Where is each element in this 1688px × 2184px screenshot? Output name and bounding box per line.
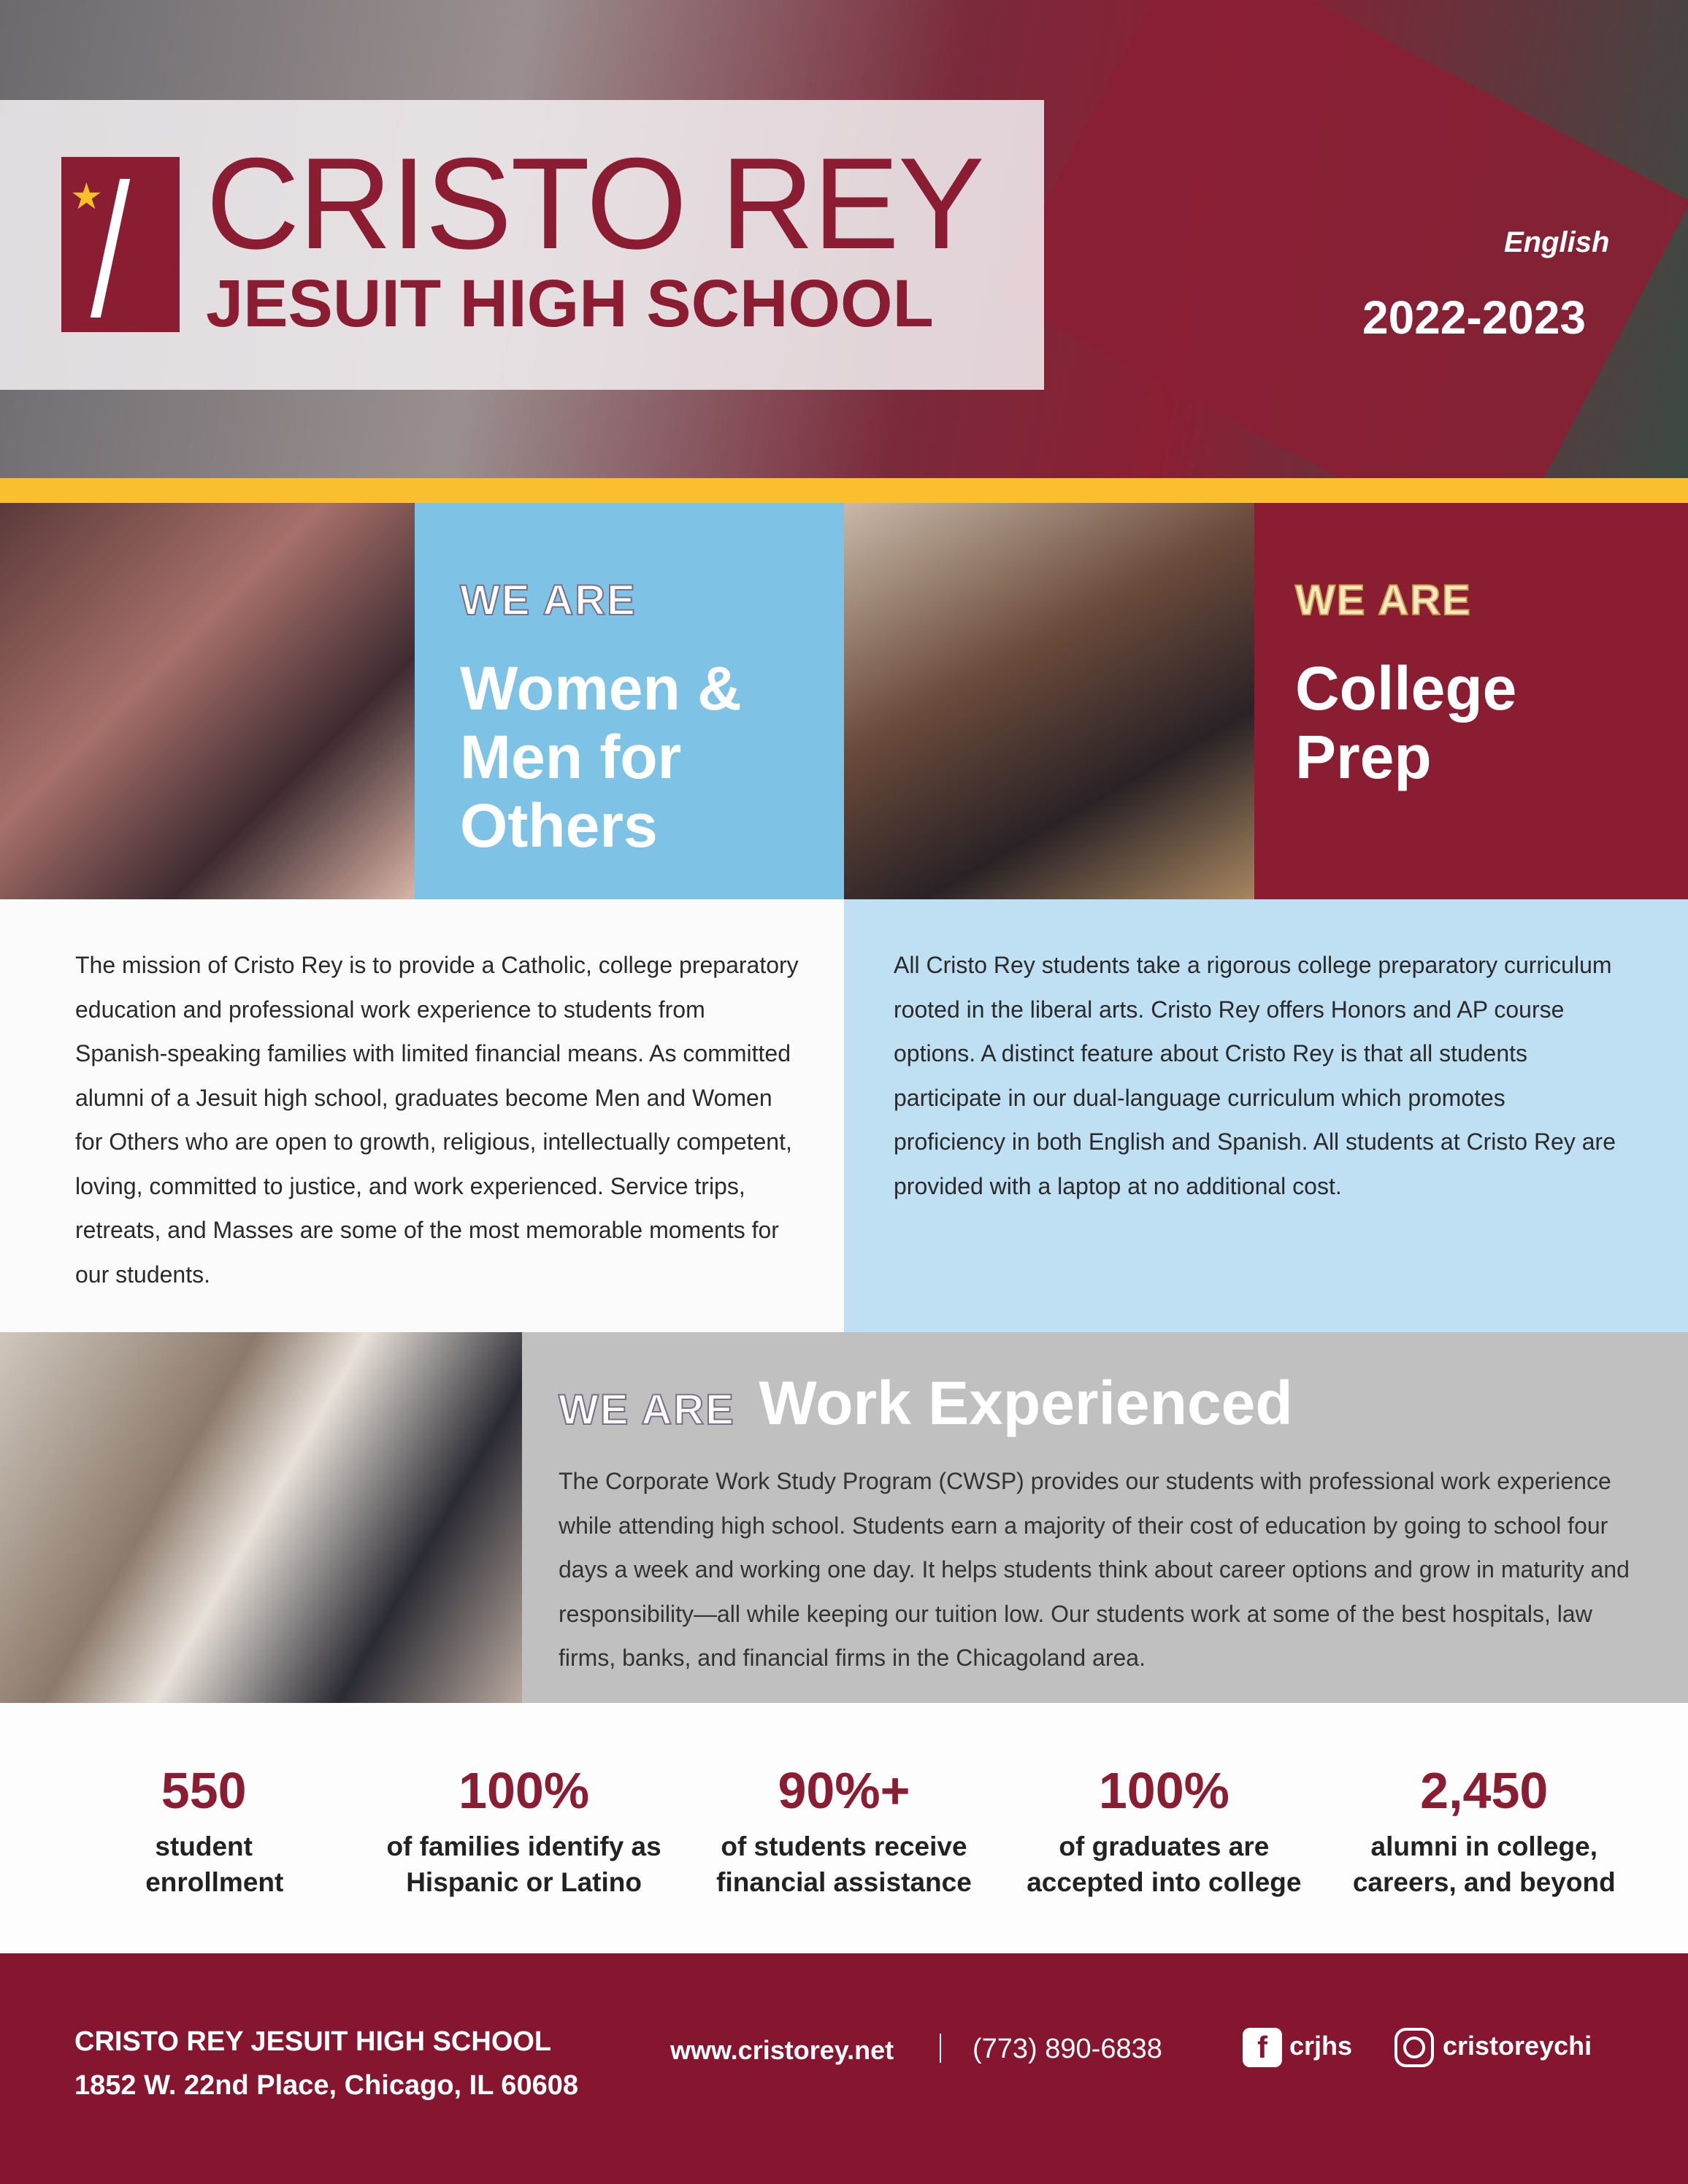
others-title: Women & Men for Others xyxy=(460,654,742,860)
stat-label: of students receive financial assistance xyxy=(716,1831,972,1897)
mission-text: The mission of Cristo Rey is to provide a Catholic, college preparatory education and professional work experience to students from Spanish-speaking families with limited financial means. As committed alumni of a Jesuit high school, graduates become Men and Women for Others who are open to growth, religious, intellectually competent, loving, committed to justice, and work experienced. Service trips, retreats, and Masses are some of the most memorable moments for our students. xyxy=(75,952,799,1288)
stat-item xyxy=(1331,1761,1638,1953)
divider xyxy=(940,2034,941,2063)
instagram-handle[interactable]: cristoreychi xyxy=(1443,2031,1592,2061)
gold-divider xyxy=(0,478,1688,503)
classroom-photo xyxy=(844,503,1254,899)
stats-row xyxy=(0,1703,1688,1953)
work-title: Work Experienced xyxy=(759,1369,1293,1437)
school-name: CRISTO REY xyxy=(206,131,983,276)
college-kicker: WE ARE xyxy=(1295,577,1472,624)
instagram-icon[interactable] xyxy=(1394,2028,1434,2067)
phone-number[interactable]: (773) 890-6838 xyxy=(972,2034,1162,2064)
google-office-photo xyxy=(0,1332,522,1703)
stat-label: of families identify as Hispanic or Latino xyxy=(386,1831,661,1897)
facebook-icon[interactable]: f xyxy=(1243,2028,1282,2067)
stat-item xyxy=(50,1761,357,1953)
stat-value: 2,450 xyxy=(1420,1762,1549,1819)
stat-value: 100% xyxy=(459,1762,590,1819)
curriculum-text: All Cristo Rey students take a rigorous college preparatory curriculum rooted in the liberal arts. Cristo Rey offers Honors and AP course options. A distinct feature about Cristo Rey is that all students participate in our dual-language curriculum which promotes proficiency in both English and Spanish. All students at Cristo Rey are provided with a laptop at no additional cost. xyxy=(894,952,1616,1199)
work-text: The Corporate Work Study Program (CWSP) provides our students with professional work experience while attending high school. Students earn a majority of their cost of education by going to school four days a week and working one day. It helps students think about career options and grow in maturity and responsibility—all while keeping our tuition low. Our students work at some of the best hospitals, law firms, banks, and financial firms in the Chicagoland area. xyxy=(559,1468,1630,1671)
stat-label: alumni in college, careers, and beyond xyxy=(1352,1831,1616,1897)
stat-item xyxy=(691,1761,997,1953)
curriculum-section xyxy=(844,899,1688,1332)
school-subtitle: JESUIT HIGH SCHOOL xyxy=(206,266,934,341)
footer-address: 1852 W. 22nd Place, Chicago, IL 60608 xyxy=(74,2070,578,2101)
footer-school-name: CRISTO REY JESUIT HIGH SCHOOL xyxy=(74,2026,552,2057)
mission-section xyxy=(0,899,844,1332)
stat-item xyxy=(1010,1761,1317,1953)
stat-value: 100% xyxy=(1098,1762,1229,1819)
others-kicker: WE ARE xyxy=(460,577,637,624)
students-with-roses-photo xyxy=(0,503,415,899)
work-kicker: WE ARE xyxy=(559,1386,735,1434)
others-panel xyxy=(415,503,844,899)
stat-value: 550 xyxy=(161,1762,247,1819)
college-panel xyxy=(1254,503,1688,899)
stat-label: of graduates are accepted into college xyxy=(1027,1831,1302,1897)
stat-label: student enrollment xyxy=(145,1831,284,1897)
website-link[interactable]: www.cristorey.net xyxy=(670,2035,894,2065)
stat-item xyxy=(371,1761,678,1953)
stat-value: 90%+ xyxy=(778,1762,910,1819)
work-panel xyxy=(522,1332,1688,1703)
footer xyxy=(0,1953,1688,2184)
school-year: 2022-2023 xyxy=(1362,291,1587,344)
facebook-handle[interactable]: crjhs xyxy=(1289,2031,1353,2061)
star-icon: ★ xyxy=(70,176,103,217)
college-title: College Prep xyxy=(1295,654,1517,791)
language-label: English xyxy=(1504,226,1610,258)
